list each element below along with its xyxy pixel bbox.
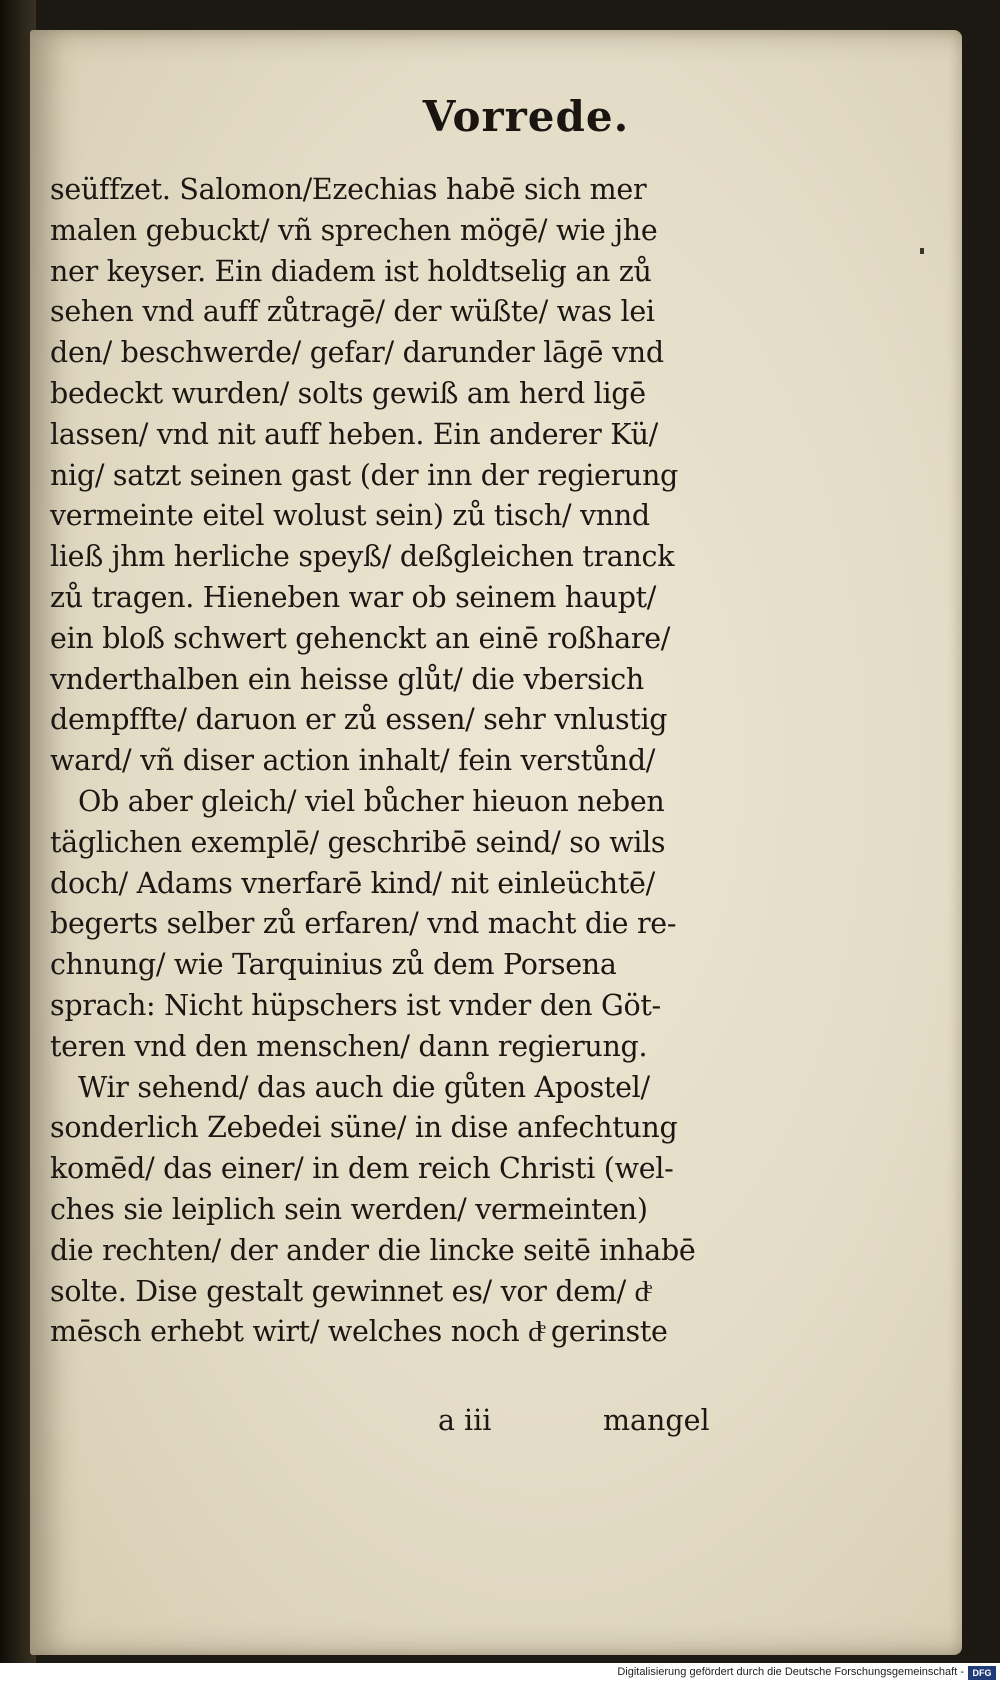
funding-credit: Digitalisierung gefördert durch die Deutsche Forschungsgemeinschaft - <box>617 1666 964 1678</box>
book-page <box>30 30 962 1655</box>
text-line: zů tragen. Hieneben war ob seinem haupt/ <box>50 580 657 614</box>
text-line: sprach: Nicht hüpschers ist vnder den Göt- <box>50 988 661 1022</box>
text-line: lassen/ vnd nit auff heben. Ein anderer Kü/ <box>50 417 658 451</box>
text-line: begerts selber zů erfaren/ vnd macht die re- <box>50 907 677 941</box>
text-line: ches sie leiplich sein werden/ vermeinten) <box>50 1192 648 1226</box>
text-line: vnderthalben ein heisse glůt/ die vbersich <box>50 662 644 696</box>
footer-bar <box>0 1663 1000 1683</box>
text-line: doch/ Adams vnerfarē kind/ nit einleüchtē/ <box>50 866 655 900</box>
text-line: ein bloß schwert gehenckt an einē roßhare/ <box>50 621 671 655</box>
text-line: ließ jhm herliche speyß/ deßgleichen tranck <box>50 540 675 574</box>
text-line: vermeinte eitel wolust sein) zů tisch/ vnnd <box>50 499 650 533</box>
text-line: ward/ vñ diser action inhalt/ fein verstůnd/ <box>50 744 656 778</box>
text-line: seüffzet. Salomon/Ezechias habē sich mer <box>50 173 647 206</box>
catchword: mangel <box>603 1404 710 1437</box>
text-line: teren vnd den menschen/ dann regierung. <box>50 1029 648 1063</box>
text-block <box>50 170 750 1353</box>
text-line: den/ beschwerde/ gefar/ darunder lāgē vnd <box>50 336 664 370</box>
text-line: nig/ satzt seinen gast (der inn der regierung <box>50 458 678 492</box>
running-head: Vorrede. <box>422 92 630 141</box>
text-line: bedeckt wurden/ solts gewiß am herd ligē <box>50 376 646 410</box>
signature-mark: a iii <box>438 1404 492 1437</box>
text-line: mēsch erhebt wirt/ welches noch dͤ gerinste <box>50 1315 668 1349</box>
text-line: chnung/ wie Tarquinius zů dem Porsena <box>50 948 617 982</box>
text-line: täglichen exemplē/ geschribē seind/ so wils <box>50 825 666 859</box>
text-line: dempffte/ daruon er zů essen/ sehr vnlustig <box>50 703 668 737</box>
text-line: sonderlich Zebedei süne/ in dise anfechtung <box>50 1111 678 1145</box>
text-line: ner keyser. Ein diadem ist holdtselig an zů <box>50 254 652 288</box>
dfg-logo: DFG <box>968 1666 996 1680</box>
margin-mark <box>920 248 924 254</box>
text-line: Ob aber gleich/ viel bůcher hieuon neben <box>78 784 665 818</box>
text-line: sehen vnd auff zůtragē/ der wüßte/ was lei <box>50 295 655 329</box>
text-line: die rechten/ der ander die lincke seitē inhabē <box>50 1233 696 1267</box>
text-line: solte. Dise gestalt gewinnet es/ vor dem/ dͤ <box>50 1274 649 1308</box>
text-line: Wir sehend/ das auch die gůten Apostel/ <box>78 1070 650 1104</box>
text-line: malen gebuckt/ vñ sprechen mögē/ wie jhe <box>50 213 658 247</box>
signature-line <box>30 1404 962 1446</box>
text-line: komēd/ das einer/ in dem reich Christi (wel- <box>50 1152 674 1186</box>
